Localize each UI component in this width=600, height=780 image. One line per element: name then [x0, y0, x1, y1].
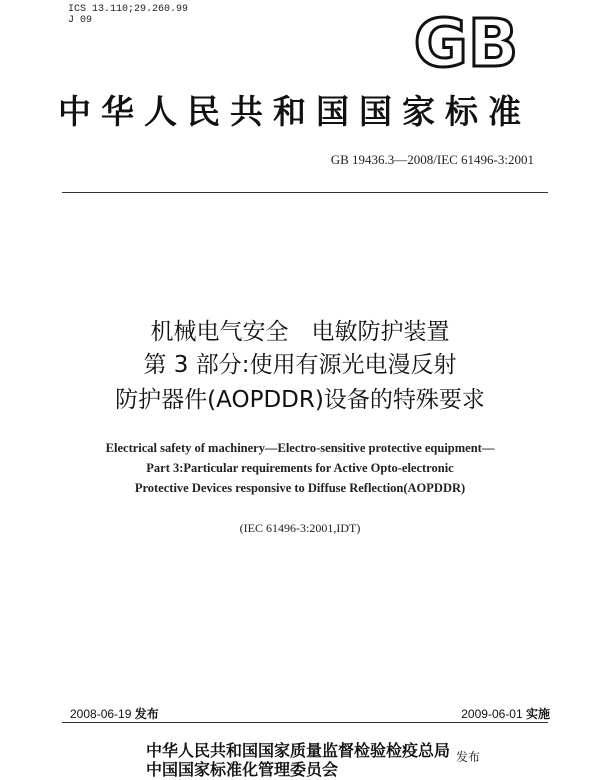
en-title-line-3: Protective Devices responsive to Diffuse Reflection(AOPDDR) [134, 481, 466, 495]
en-title-line-2: Part 3:Particular requirements for Active Opto-electronic [146, 461, 454, 475]
issuer-issue-label: 发布 [456, 750, 481, 764]
cn-title-line-3: 防护器件(AOPDDR)设备的特殊要求 [115, 387, 485, 413]
publish-date: 2008-06-19 [70, 707, 132, 721]
ccs-code: J 09 [68, 15, 93, 26]
issuer-line-2: 中国国家标准化管理委员会 [146, 760, 339, 779]
standard-number: GB 19436.3—2008/IEC 61496-3:2001 [330, 152, 534, 167]
gb-logo [400, 12, 532, 72]
cn-title-line-2: 第 3 部分:使用有源光电漫反射 [143, 352, 457, 378]
publish-label: 发布 [134, 707, 159, 721]
implement-date: 2009-06-01 [461, 707, 523, 721]
cn-title-line-1: 机械电气安全 电敏防护装置 [150, 319, 450, 345]
implement-label: 实施 [525, 707, 550, 721]
gb-logo-text: GB [413, 12, 519, 72]
publish-date-block [70, 705, 159, 722]
equivalence-note: (IEC 61496-3:2001,IDT) [239, 521, 361, 535]
issuer-line-1: 中华人民共和国国家质量监督检验检疫总局 [146, 741, 451, 760]
implement-date-block [461, 705, 550, 722]
en-title-line-1: Electrical safety of machinery—Electro-sensitive protective equipment— [105, 441, 495, 455]
classification-codes [68, 4, 188, 26]
top-divider [62, 192, 548, 193]
bottom-divider [62, 722, 548, 723]
ics-code: ICS 13.110;29.260.99 [68, 4, 189, 15]
national-standard-title: 中华人民共和国国家标准 [58, 92, 531, 131]
